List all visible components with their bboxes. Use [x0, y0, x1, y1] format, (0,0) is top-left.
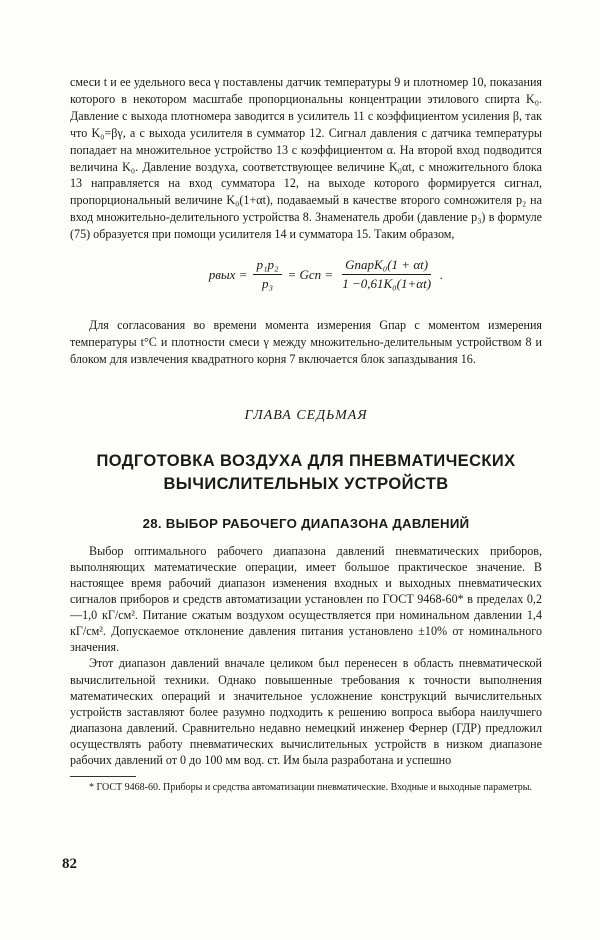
- chapter-title-line-1: ПОДГОТОВКА ВОЗДУХА ДЛЯ ПНЕВМАТИЧЕСКИХ: [96, 451, 516, 470]
- chapter-label: ГЛАВА СЕДЬМАЯ: [244, 407, 368, 423]
- chapter-title: [70, 450, 542, 496]
- section-body: [70, 543, 542, 768]
- formula-fraction-1: [253, 257, 281, 292]
- footnote-divider: [70, 776, 136, 777]
- formula-mid: = Gсп =: [287, 266, 334, 282]
- paragraph-after-formula: Для согласования во времени момента измерения Gпар с моментом измерения температуры t°C и плотности смеси γ между множительно-делительным устройством 8 и блоком для извлечения квадратного корня 7 включается блок запаздывания 16.: [70, 318, 542, 366]
- formula-frac2-denominator: 1 −0,61K₀(1+αt): [342, 276, 432, 292]
- paragraph-section-2: Этот диапазон давлений вначале целиком был перенесен в область пневматической вычислительной техники. Однако повышенные требования к точности выполнения математических операций и значительное усложнение конструкций вычислительных устройств заставляют более разумно подходить к решению вопроса выбора наилучшего диапазона давлений. Сравнительно недавно немецкий инженер Фернер (ГДР) предложил осуществлять работу пневматических вычислительных устройств в низком диапазоне рабочих давлений от 0 до 100 мм вод. ст. Им была разработана и успешно: [70, 656, 542, 767]
- footnote: * ГОСТ 9468-60. Приборы и средства автоматизации пневматические. Входные и выходные параметры.: [89, 782, 532, 794]
- page-body: [70, 74, 542, 794]
- section-title: 28. ВЫБОР РАБОЧЕГО ДИАПАЗОНА ДАВЛЕНИЙ: [142, 515, 470, 531]
- chapter-title-line-2: ВЫЧИСЛИТЕЛЬНЫХ УСТРОЙСТВ: [163, 474, 449, 493]
- formula-lhs: pвых =: [208, 266, 248, 282]
- formula-frac2-numerator: GпарK₀(1 + αt): [342, 257, 431, 275]
- formula-end: .: [440, 266, 444, 282]
- formula-frac1-denominator: p₃: [261, 276, 273, 292]
- page-number: 82: [62, 856, 77, 872]
- formula-frac1-numerator: p₁p₂: [253, 257, 281, 275]
- paragraph-section-1: Выбор оптимального рабочего диапазона давлений пневматических приборов, выполняющих математические операции, имеет большое практическое значение. В настоящее время рабочий диапазон изменения входных и выходных пневматических сигналов приборов и средств автоматизации установлен по ГОСТ 9468-60* в пределах 0,2—1,0 кГ/см². Питание сжатым воздухом осуществляется при номинальном давлении 1,4 кГ/см². Допускаемое отклонение давления питания установлено ±10% от номинального значения.: [70, 543, 542, 655]
- formula-fraction-2: [339, 257, 434, 292]
- formula: [110, 257, 542, 303]
- paragraph-top: смеси t и ее удельного веса γ поставлены датчик температуры 9 и плотномер 10, показания которого в некотором масштабе пропорциональны концентрации этилового спирта K₀. Давление с выхода плотномера заводится в усилитель 11 с коэффициентом усиления β, так что K₀=βγ, а с выхода усилителя в сумматор 12. Сигнал давления с датчика температуры попадает на множительное устройство 13 с коэффициентом α. На второй вход подводится величина K₀. Давление воздуха, соответствующее величине K₀αt, с множительного блока 13 направляется на вход сумматора 12, на выходе которого формируется сигнал, пропорциональный величине K₀(1+αt), подаваемый в качестве второго сомножителя p₂ на вход множительно-делительного устройства 8. Знаменатель дроби (давление p₃) в формуле (75) образуется при помощи усилителя 14 и сумматора 15. Таким образом,: [70, 75, 542, 242]
